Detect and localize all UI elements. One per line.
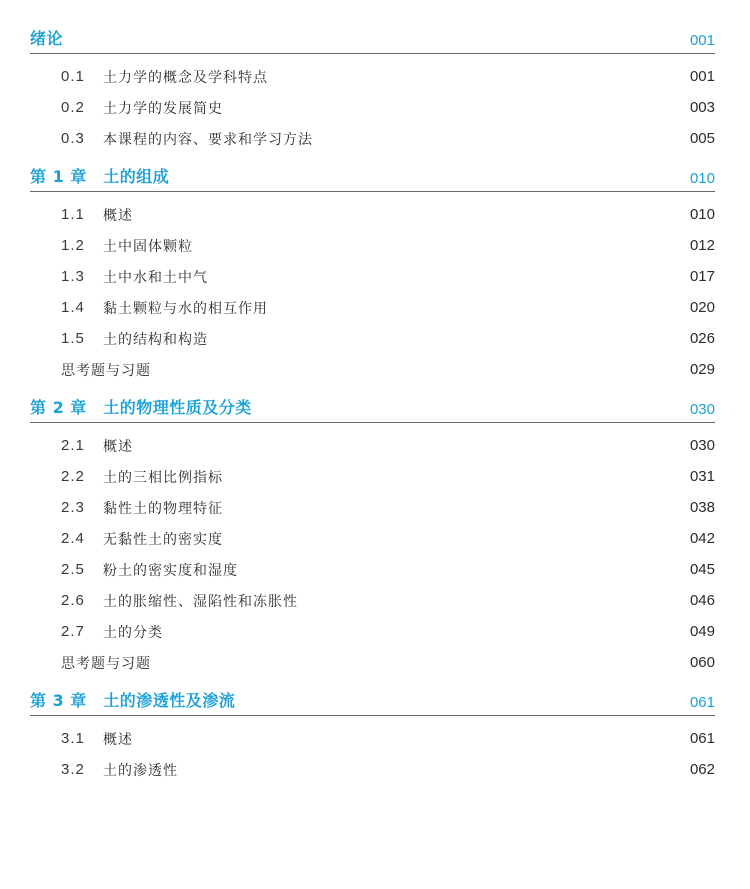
toc-entry[interactable] (30, 754, 715, 785)
section-title: 本课程的内容、要求和学习方法 (103, 131, 313, 148)
toc-entry[interactable] (30, 199, 715, 230)
entry-left (30, 560, 238, 580)
toc-entry[interactable] (30, 92, 715, 123)
section-title: 概述 (103, 731, 133, 748)
entry-left (30, 529, 223, 549)
section-page-number: 060 (689, 654, 715, 671)
section-title: 黏性土的物理特征 (103, 500, 223, 517)
entry-left (30, 236, 193, 256)
section-page-number: 010 (689, 206, 715, 223)
entry-left (30, 360, 151, 380)
section-number: 2.6 (61, 592, 85, 609)
section-number: 3.2 (61, 761, 85, 778)
section-title: 概述 (103, 438, 133, 455)
section-title: 土的渗透性 (103, 762, 178, 779)
section-number: 2.2 (61, 468, 85, 485)
entry-left (30, 467, 223, 487)
section-title: 土的结构和构造 (103, 331, 208, 348)
section-page-number: 031 (689, 468, 715, 485)
section-number: 1.5 (61, 330, 85, 347)
chapter-section (30, 164, 715, 385)
section-title: 粉土的密实度和湿度 (103, 562, 238, 579)
toc-entry[interactable] (30, 292, 715, 323)
section-page-number: 042 (689, 530, 715, 547)
chapter-page-number: 001 (689, 32, 715, 49)
entry-list (30, 54, 715, 154)
section-page-number: 038 (689, 499, 715, 516)
chapter-spacer (30, 154, 715, 164)
section-title: 土中水和土中气 (103, 269, 208, 286)
toc-entry[interactable] (30, 647, 715, 678)
chapter-page-number: 010 (689, 170, 715, 187)
section-number: 0.1 (61, 68, 85, 85)
section-number: 1.2 (61, 237, 85, 254)
section-number: 2.3 (61, 499, 85, 516)
entry-left (30, 329, 208, 349)
section-page-number: 012 (689, 237, 715, 254)
section-page-number: 026 (689, 330, 715, 347)
chapter-title: 第 1 章 土的组成 (30, 167, 170, 186)
toc-entry[interactable] (30, 123, 715, 154)
chapter-heading[interactable] (30, 395, 715, 423)
entry-left (30, 67, 268, 87)
section-page-number: 045 (689, 561, 715, 578)
chapter-spacer (30, 678, 715, 688)
section-number: 2.1 (61, 437, 85, 454)
section-title: 黏土颗粒与水的相互作用 (103, 300, 268, 317)
section-page-number: 005 (689, 130, 715, 147)
section-title: 土中固体颗粒 (103, 238, 193, 255)
section-number: 0.2 (61, 99, 85, 116)
toc-entry[interactable] (30, 430, 715, 461)
toc-entry[interactable] (30, 61, 715, 92)
section-page-number: 003 (689, 99, 715, 116)
chapter-heading[interactable] (30, 26, 715, 54)
entry-left (30, 298, 268, 318)
section-page-number: 020 (689, 299, 715, 316)
entry-list (30, 192, 715, 385)
entry-list (30, 423, 715, 678)
toc-entry[interactable] (30, 354, 715, 385)
section-title: 土的分类 (103, 624, 163, 641)
toc-entry[interactable] (30, 323, 715, 354)
chapter-heading[interactable] (30, 688, 715, 716)
chapter-page-number: 030 (689, 401, 715, 418)
section-number: 2.4 (61, 530, 85, 547)
toc-entry[interactable] (30, 723, 715, 754)
toc-entry[interactable] (30, 616, 715, 647)
section-page-number: 046 (689, 592, 715, 609)
section-title: 思考题与习题 (61, 655, 151, 672)
entry-left (30, 129, 313, 149)
entry-left (30, 760, 178, 780)
toc-entry[interactable] (30, 230, 715, 261)
chapter-title: 第 3 章 土的渗透性及渗流 (30, 691, 236, 710)
section-number: 2.5 (61, 561, 85, 578)
entry-list (30, 716, 715, 785)
entry-left (30, 729, 133, 749)
entry-left (30, 205, 133, 225)
toc-entry[interactable] (30, 492, 715, 523)
section-page-number: 029 (689, 361, 715, 378)
entry-left (30, 653, 151, 673)
section-title: 土的胀缩性、湿陷性和冻胀性 (103, 593, 298, 610)
section-number: 1.3 (61, 268, 85, 285)
section-page-number: 061 (689, 730, 715, 747)
section-title: 土力学的概念及学科特点 (103, 69, 268, 86)
entry-left (30, 498, 223, 518)
table-of-contents (30, 26, 715, 785)
entry-left (30, 622, 163, 642)
toc-entry[interactable] (30, 261, 715, 292)
section-title: 土的三相比例指标 (103, 469, 223, 486)
chapter-title: 绪论 (30, 29, 64, 48)
toc-entry[interactable] (30, 554, 715, 585)
entry-left (30, 591, 298, 611)
chapter-section (30, 395, 715, 678)
entry-left (30, 436, 133, 456)
chapter-title: 第 2 章 土的物理性质及分类 (30, 398, 252, 417)
toc-entry[interactable] (30, 523, 715, 554)
section-page-number: 030 (689, 437, 715, 454)
chapter-heading[interactable] (30, 164, 715, 192)
chapter-section (30, 26, 715, 154)
chapter-page-number: 061 (689, 694, 715, 711)
section-page-number: 062 (689, 761, 715, 778)
section-number: 3.1 (61, 730, 85, 747)
section-number: 1.4 (61, 299, 85, 316)
section-title: 概述 (103, 207, 133, 224)
entry-left (30, 267, 208, 287)
toc-entry[interactable] (30, 585, 715, 616)
section-title: 土力学的发展简史 (103, 100, 223, 117)
entry-left (30, 98, 223, 118)
section-number: 2.7 (61, 623, 85, 640)
section-page-number: 017 (689, 268, 715, 285)
chapter-section (30, 688, 715, 785)
section-title: 思考题与习题 (61, 362, 151, 379)
section-title: 无黏性土的密实度 (103, 531, 223, 548)
chapter-spacer (30, 385, 715, 395)
toc-entry[interactable] (30, 461, 715, 492)
section-number: 0.3 (61, 130, 85, 147)
section-page-number: 001 (689, 68, 715, 85)
section-page-number: 049 (689, 623, 715, 640)
section-number: 1.1 (61, 206, 85, 223)
